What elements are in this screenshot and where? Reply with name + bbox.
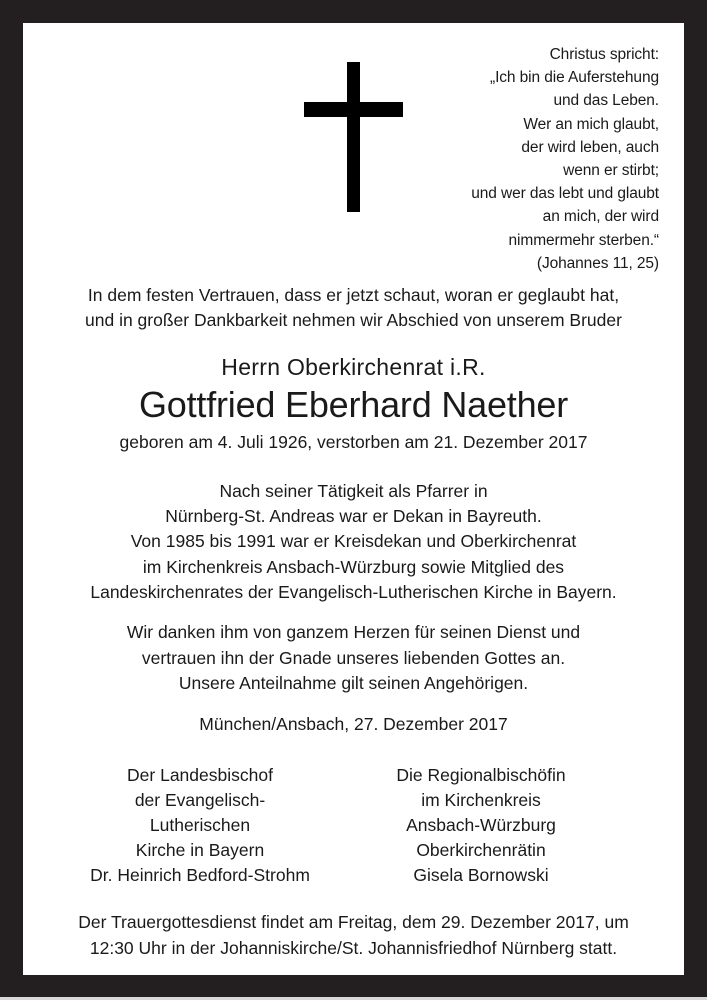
- biography-line: Von 1985 bis 1991 war er Kreisdekan und Oberkirchenrat: [130, 531, 577, 552]
- deceased-name: [23, 382, 684, 428]
- obituary-card: [23, 23, 684, 975]
- verse-line: wenn er stirbt;: [563, 162, 659, 180]
- biography-line: Nürnberg-St. Andreas war er Dekan in Bayreuth.: [165, 506, 542, 527]
- verse-line: und wer das lebt und glaubt: [471, 185, 659, 203]
- verse-line: an mich, der wird: [542, 208, 659, 226]
- name-text: Gottfried Eberhard Naether: [138, 384, 569, 425]
- verse-line: nimmermehr sterben.“: [508, 231, 659, 249]
- signature-line: Lutherischen: [149, 815, 251, 835]
- signature-line: Kirche in Bayern: [135, 840, 265, 860]
- deceased-honorific: [23, 352, 684, 382]
- intro-line: In dem festen Vertrauen, dass er jetzt schaut, woran er geglaubt hat,: [87, 285, 620, 305]
- signature-line: Der Landesbischof: [127, 765, 273, 785]
- signature-regionalbischoefin: [366, 763, 596, 888]
- cross-horizontal-bar: [304, 102, 403, 117]
- verse-line: „Ich bin die Auferstehung: [490, 69, 659, 87]
- signature-landesbischof: [50, 763, 350, 888]
- life-dates: [23, 430, 684, 455]
- funeral-service-notice: [23, 910, 684, 961]
- verse-citation: (Johannes 11, 25): [536, 254, 659, 272]
- place-and-date: [23, 712, 684, 737]
- verse-line: der wird leben, auch: [521, 138, 659, 156]
- place-date-text: München/Ansbach, 27. Dezember 2017: [199, 714, 508, 734]
- service-line: 12:30 Uhr in der Johanniskirche/St. Johannisfriedhof Nürnberg statt.: [89, 937, 618, 958]
- signature-line: Die Regionalbischöfin: [396, 765, 566, 785]
- biography-line: im Kirchenkreis Ansbach-Würzburg sowie Mitglied des: [142, 556, 565, 577]
- thanks-line: Wir danken ihm von ganzem Herzen für seinen Dienst und: [126, 622, 581, 642]
- verse-line: Christus spricht:: [549, 46, 659, 63]
- signature-line: der Evangelisch-: [134, 790, 266, 810]
- intro-line: und in großer Dankbarkeit nehmen wir Abschied von unserem Bruder: [85, 310, 622, 330]
- service-line: Der Trauergottesdienst findet am Freitag, dem 29. Dezember 2017, um: [78, 912, 629, 932]
- dates-text: geboren am 4. Juli 1926, verstorben am 21. Dezember 2017: [119, 432, 588, 452]
- signature-line: im Kirchenkreis: [421, 790, 541, 810]
- verse-line: Wer an mich glaubt,: [523, 115, 659, 133]
- cross-vertical-bar: [347, 62, 360, 212]
- signature-name: Gisela Bornowski: [413, 865, 549, 885]
- signature-line: Ansbach-Würzburg: [406, 815, 556, 835]
- biography-line: Landeskirchenrates der Evangelisch-Lutherischen Kirche in Bayern.: [90, 581, 617, 602]
- signature-name: Dr. Heinrich Bedford-Strohm: [90, 865, 310, 885]
- biography: [23, 479, 684, 605]
- signature-line: Oberkirchenrätin: [416, 840, 546, 860]
- honorific-text: Herrn Oberkirchenrat i.R.: [221, 354, 486, 380]
- thanks-text: [23, 620, 684, 697]
- thanks-line: vertrauen ihn der Gnade unseres liebenden Gottes an.: [141, 647, 566, 668]
- verse-line: und das Leben.: [553, 92, 659, 110]
- biography-line: Nach seiner Tätigkeit als Pfarrer in: [219, 481, 488, 501]
- intro-text: [23, 283, 684, 333]
- thanks-line: Unsere Anteilnahme gilt seinen Angehörigen.: [178, 673, 529, 693]
- bible-verse: [399, 43, 659, 275]
